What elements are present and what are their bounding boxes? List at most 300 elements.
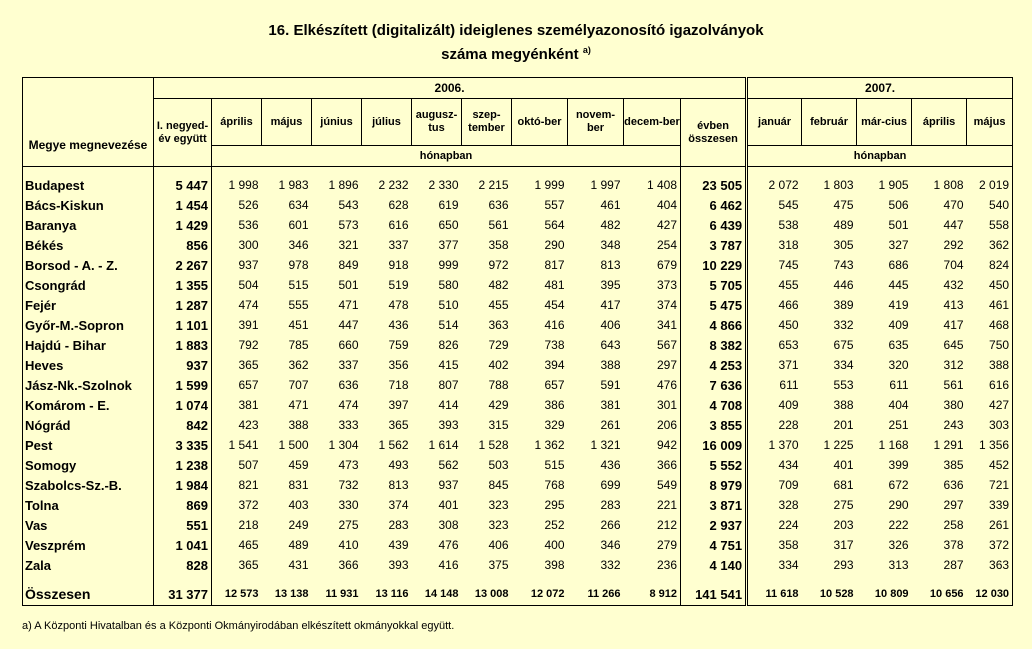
month-value: 394	[544, 358, 565, 372]
month-value: 254	[656, 238, 677, 252]
month-value-2007: 686	[888, 258, 909, 272]
total-row	[23, 583, 1013, 606]
annual-total: 4 751	[681, 535, 747, 555]
month-value: 403	[288, 498, 309, 512]
month-value: 478	[388, 298, 409, 312]
month-value: 474	[338, 398, 359, 412]
county-name: Somogy	[23, 455, 154, 475]
month-value-2007: 292	[943, 238, 964, 252]
month-value-2007: 653	[747, 335, 802, 355]
month-value: 362	[288, 358, 309, 372]
q1-value: 31 377	[154, 583, 212, 606]
month-value: 429	[488, 398, 509, 412]
month-value: 395	[600, 278, 621, 292]
q1-value: 1 287	[154, 295, 212, 315]
month-value-2007: 358	[747, 535, 802, 555]
month-value-2007: 452	[967, 455, 1013, 475]
month-header-2007: február	[802, 99, 857, 146]
month-value: 591	[600, 378, 621, 392]
month-value-2007: 409	[747, 395, 802, 415]
month-value: 643	[600, 338, 621, 352]
month-value-2007: 10 656	[912, 583, 967, 606]
month-value-2007: 1 356	[967, 435, 1013, 455]
month-value: 212	[656, 518, 677, 532]
spacer-row	[23, 575, 1013, 583]
month-value: 461	[600, 198, 621, 212]
month-value: 519	[388, 278, 409, 292]
table-row	[23, 535, 1013, 555]
month-value: 481	[544, 278, 565, 292]
month-value-2007: 558	[967, 215, 1013, 235]
month-value: 1 541	[228, 438, 259, 452]
month-value: 937	[238, 258, 259, 272]
month-value: 821	[238, 478, 259, 492]
month-value-2007: 334	[747, 555, 802, 575]
month-value: 1 408	[646, 178, 677, 192]
table-row	[23, 255, 1013, 275]
county-name: Pest	[23, 435, 154, 455]
month-value-2007: 432	[943, 278, 964, 292]
month-value: 707	[288, 378, 309, 392]
county-name: Heves	[23, 355, 154, 375]
month-value-2007: 290	[888, 498, 909, 512]
month-value: 918	[388, 258, 409, 272]
month-value-2007: 1 370	[747, 435, 802, 455]
month-value: 845	[488, 478, 509, 492]
month-value: 374	[388, 498, 409, 512]
annual-total: 5 705	[681, 275, 747, 295]
county-name: Komárom - E.	[23, 395, 154, 415]
month-value: 555	[288, 298, 309, 312]
month-value: 323	[488, 498, 509, 512]
month-header-2006: szep-tember	[462, 99, 512, 146]
month-value: 279	[656, 538, 677, 552]
month-value-2007: 709	[747, 475, 802, 495]
month-value: 567	[656, 338, 677, 352]
month-value-2007: 1 168	[878, 438, 909, 452]
month-value: 455	[488, 298, 509, 312]
month-value-2007: 824	[967, 255, 1013, 275]
month-value-2007: 636	[943, 478, 964, 492]
county-name: Csongrád	[23, 275, 154, 295]
q1-value: 937	[154, 355, 212, 375]
annual-total: 3 855	[681, 415, 747, 435]
county-name: Budapest	[23, 175, 154, 195]
month-value: 398	[544, 558, 565, 572]
annual-total: 23 505	[681, 175, 747, 195]
month-value-2007: 1 808	[933, 178, 964, 192]
month-value-2007: 339	[967, 495, 1013, 515]
month-value: 249	[288, 518, 309, 532]
month-header-2006: május	[262, 99, 312, 146]
month-value: 427	[656, 218, 677, 232]
month-value: 12 573	[212, 583, 262, 606]
month-value-2007: 251	[888, 418, 909, 432]
month-value-2007: 501	[888, 218, 909, 232]
month-value: 679	[656, 258, 677, 272]
month-value: 732	[338, 478, 359, 492]
month-value: 416	[438, 558, 459, 572]
county-name: Jász-Nk.-Szolnok	[23, 375, 154, 395]
month-value: 504	[238, 278, 259, 292]
month-value: 564	[544, 218, 565, 232]
footnote: a) A Központi Hivatalban és a Központi Okmányirodában elkészített okmányokkal együtt.	[22, 620, 455, 632]
county-name: Tolna	[23, 495, 154, 515]
q1-value: 856	[154, 235, 212, 255]
county-name: Vas	[23, 515, 154, 535]
month-value-2007: 320	[888, 358, 909, 372]
month-value: 549	[656, 478, 677, 492]
month-value: 308	[438, 518, 459, 532]
month-value: 11 931	[312, 583, 362, 606]
month-value: 543	[338, 198, 359, 212]
month-value: 206	[656, 418, 677, 432]
table-body	[23, 167, 1013, 606]
month-value: 573	[338, 218, 359, 232]
q1-value: 1 883	[154, 335, 212, 355]
month-header-2006: augusz-tus	[412, 99, 462, 146]
q1-value: 1 101	[154, 315, 212, 335]
q1-header: I. negyed-év együtt	[154, 99, 212, 167]
month-value-2007: 417	[943, 318, 964, 332]
month-value: 416	[544, 318, 565, 332]
month-value: 2 232	[378, 178, 409, 192]
month-value: 417	[600, 298, 621, 312]
annual-total: 8 382	[681, 335, 747, 355]
month-value-2007: 450	[747, 315, 802, 335]
month-header-2006: októ-ber	[512, 99, 568, 146]
month-value-2007: 1 291	[933, 438, 964, 452]
month-value-2007: 201	[833, 418, 854, 432]
table-title: 16. Elkészített (digitalizált) ideiglenes személyazonosító igazolványok	[268, 22, 764, 39]
month-value: 372	[238, 498, 259, 512]
month-value: 2 330	[428, 178, 459, 192]
month-value-2007: 389	[833, 298, 854, 312]
month-value-2007: 409	[888, 318, 909, 332]
month-value: 2 215	[478, 178, 509, 192]
month-value: 813	[388, 478, 409, 492]
month-value: 341	[656, 318, 677, 332]
month-value-2007: 611	[889, 378, 909, 392]
unit-label-2007: hónapban	[747, 146, 1013, 167]
month-value: 297	[656, 358, 677, 372]
table-row	[23, 455, 1013, 475]
q1-value: 1 599	[154, 375, 212, 395]
q1-value: 1 074	[154, 395, 212, 415]
month-value-2007: 445	[888, 278, 909, 292]
year-2006-header: 2006.	[154, 78, 747, 99]
month-value-2007: 303	[967, 415, 1013, 435]
q1-value: 5 447	[154, 175, 212, 195]
month-value: 358	[488, 238, 509, 252]
month-header-2006: decem-ber	[624, 99, 681, 146]
month-value: 507	[238, 458, 259, 472]
month-value-2007: 475	[833, 198, 854, 212]
month-value-2007: 363	[967, 555, 1013, 575]
month-value-2007: 750	[967, 335, 1013, 355]
table-row	[23, 495, 1013, 515]
month-header-2007: január	[747, 99, 802, 146]
month-value: 536	[238, 218, 259, 232]
table-row	[23, 195, 1013, 215]
q1-value: 2 267	[154, 255, 212, 275]
month-value: 329	[544, 418, 565, 432]
table-row	[23, 355, 1013, 375]
month-header-2006: novem-ber	[568, 99, 624, 146]
month-value-2007: 745	[747, 255, 802, 275]
month-value-2007: 275	[833, 498, 854, 512]
annual-total: 4 253	[681, 355, 747, 375]
month-value: 937	[438, 478, 459, 492]
table-row	[23, 215, 1013, 235]
month-value: 436	[600, 458, 621, 472]
month-value-2007: 327	[888, 238, 909, 252]
month-value: 1 528	[478, 438, 509, 452]
month-value: 393	[438, 418, 459, 432]
month-value: 381	[600, 398, 621, 412]
month-value: 515	[544, 458, 565, 472]
month-value: 14 148	[412, 583, 462, 606]
annual-total: 4 866	[681, 315, 747, 335]
county-name: Békés	[23, 235, 154, 255]
month-value-2007: 332	[833, 318, 854, 332]
month-value-2007: 326	[888, 538, 909, 552]
county-name: Zala	[23, 555, 154, 575]
annual-total: 2 937	[681, 515, 747, 535]
annual-total: 3 871	[681, 495, 747, 515]
month-value: 699	[600, 478, 621, 492]
month-value: 759	[388, 338, 409, 352]
q1-value: 1 454	[154, 195, 212, 215]
month-value-2007: 2 019	[967, 175, 1013, 195]
month-value: 718	[388, 378, 409, 392]
month-value-2007: 258	[943, 518, 964, 532]
month-value: 1 500	[278, 438, 309, 452]
annual-total: 5 475	[681, 295, 747, 315]
table-header	[23, 78, 1013, 167]
month-value-2007: 461	[967, 295, 1013, 315]
month-value: 619	[438, 198, 459, 212]
table-row	[23, 275, 1013, 295]
month-value: 942	[656, 438, 677, 452]
month-value-2007: 385	[943, 458, 964, 472]
q1-value: 1 429	[154, 215, 212, 235]
month-value: 365	[238, 558, 259, 572]
month-value: 503	[488, 458, 509, 472]
month-value-2007: 1 905	[878, 178, 909, 192]
annual-total: 4 140	[681, 555, 747, 575]
county-name: Nógrád	[23, 415, 154, 435]
month-value: 471	[288, 398, 309, 412]
month-value: 290	[544, 238, 565, 252]
month-value-2007: 721	[967, 475, 1013, 495]
month-value: 616	[388, 218, 409, 232]
month-value: 580	[438, 278, 459, 292]
month-value-2007: 293	[833, 558, 854, 572]
month-value-2007: 243	[943, 418, 964, 432]
month-value-2007: 455	[747, 275, 802, 295]
annual-total: 141 541	[681, 583, 747, 606]
table-row	[23, 295, 1013, 315]
month-header-2006: június	[312, 99, 362, 146]
month-value: 562	[438, 458, 459, 472]
month-value: 415	[438, 358, 459, 372]
month-value-2007: 10 528	[802, 583, 857, 606]
month-value: 431	[288, 558, 309, 572]
month-value: 346	[600, 538, 621, 552]
month-value: 459	[288, 458, 309, 472]
month-value-2007: 1 225	[823, 438, 854, 452]
month-value-2007: 446	[833, 278, 854, 292]
month-value: 13 138	[262, 583, 312, 606]
month-value: 557	[544, 198, 565, 212]
month-value: 1 896	[328, 178, 359, 192]
month-value-2007: 313	[888, 558, 909, 572]
month-value-2007: 362	[967, 235, 1013, 255]
month-value: 404	[656, 198, 677, 212]
month-value: 650	[438, 218, 459, 232]
month-value-2007: 222	[888, 518, 909, 532]
annual-total: 8 979	[681, 475, 747, 495]
month-value-2007: 506	[888, 198, 909, 212]
month-value-2007: 447	[943, 218, 964, 232]
month-header-2006: július	[362, 99, 412, 146]
month-value-2007: 645	[943, 338, 964, 352]
month-value: 406	[600, 318, 621, 332]
month-value-2007: 318	[747, 235, 802, 255]
month-value: 386	[544, 398, 565, 412]
month-value: 515	[288, 278, 309, 292]
month-value: 401	[438, 498, 459, 512]
county-header: Megye megnevezése	[23, 78, 154, 167]
month-value: 321	[338, 238, 359, 252]
month-value: 999	[438, 258, 459, 272]
q1-value: 1 041	[154, 535, 212, 555]
month-value-2007: 388	[833, 398, 854, 412]
month-value: 729	[488, 338, 509, 352]
month-value-2007: 404	[888, 398, 909, 412]
month-value-2007: 317	[833, 538, 854, 552]
month-value: 221	[656, 498, 677, 512]
month-value: 388	[288, 418, 309, 432]
footnote-marker: a)	[582, 45, 591, 55]
month-value: 473	[338, 458, 359, 472]
month-value: 346	[288, 238, 309, 252]
month-value: 561	[488, 218, 509, 232]
month-value: 13 008	[462, 583, 512, 606]
month-value: 1 614	[428, 438, 459, 452]
month-value: 365	[238, 358, 259, 372]
month-value: 451	[288, 318, 309, 332]
month-value: 482	[488, 278, 509, 292]
month-value-2007: 371	[747, 355, 802, 375]
month-value-2007: 399	[888, 458, 909, 472]
month-value-2007: 388	[967, 355, 1013, 375]
county-name: Bács-Kiskun	[23, 195, 154, 215]
table-row	[23, 375, 1013, 395]
month-value: 1 999	[534, 178, 565, 192]
month-value-2007: 372	[967, 535, 1013, 555]
month-value: 374	[656, 298, 677, 312]
month-value-2007: 261	[967, 515, 1013, 535]
annual-total: 7 636	[681, 375, 747, 395]
annual-total-header: évben összesen	[681, 99, 747, 167]
month-value: 410	[338, 538, 359, 552]
month-value: 657	[544, 378, 565, 392]
month-value: 333	[338, 418, 359, 432]
month-value: 510	[438, 298, 459, 312]
month-value-2007: 1 803	[823, 178, 854, 192]
month-header-2007: április	[912, 99, 967, 146]
month-value-2007: 305	[833, 238, 854, 252]
month-value-2007: 635	[888, 338, 909, 352]
annual-total: 4 708	[681, 395, 747, 415]
month-value-2007: 427	[967, 395, 1013, 415]
month-value: 817	[544, 258, 565, 272]
month-value: 393	[388, 558, 409, 572]
month-value: 482	[600, 218, 621, 232]
month-value: 454	[544, 298, 565, 312]
month-value-2007: 489	[833, 218, 854, 232]
table-row	[23, 395, 1013, 415]
month-value: 402	[488, 358, 509, 372]
month-value: 785	[288, 338, 309, 352]
month-value-2007: 2 072	[747, 175, 802, 195]
month-value: 266	[600, 518, 621, 532]
month-value: 476	[438, 538, 459, 552]
county-name: Fejér	[23, 295, 154, 315]
table-row	[23, 515, 1013, 535]
month-value-2007: 616	[967, 375, 1013, 395]
annual-total: 6 462	[681, 195, 747, 215]
month-value: 1 983	[278, 178, 309, 192]
month-value-2007: 743	[833, 258, 854, 272]
month-value: 330	[338, 498, 359, 512]
month-value-2007: 224	[747, 515, 802, 535]
month-header-2006: április	[212, 99, 262, 146]
month-value: 792	[238, 338, 259, 352]
month-value: 474	[238, 298, 259, 312]
month-value: 337	[388, 238, 409, 252]
month-value: 738	[544, 338, 565, 352]
month-value: 8 912	[624, 583, 681, 606]
month-value-2007: 11 618	[747, 583, 802, 606]
month-value-2007: 12 030	[967, 583, 1013, 606]
county-name: Hajdú - Bihar	[23, 335, 154, 355]
month-value-2007: 328	[747, 495, 802, 515]
q1-value: 551	[154, 515, 212, 535]
table-row	[23, 315, 1013, 335]
month-value-2007: 297	[943, 498, 964, 512]
month-value: 261	[600, 418, 621, 432]
month-value: 236	[656, 558, 677, 572]
month-value-2007: 203	[833, 518, 854, 532]
county-name: Baranya	[23, 215, 154, 235]
table-row	[23, 435, 1013, 455]
spacer-row	[23, 167, 1013, 176]
county-name: Veszprém	[23, 535, 154, 555]
month-value: 323	[488, 518, 509, 532]
month-value-2007: 450	[967, 275, 1013, 295]
month-value: 636	[488, 198, 509, 212]
month-value: 388	[600, 358, 621, 372]
month-value-2007: 334	[833, 358, 854, 372]
month-value: 501	[338, 278, 359, 292]
month-value: 301	[656, 398, 677, 412]
month-value: 636	[338, 378, 359, 392]
month-value: 315	[488, 418, 509, 432]
annual-total: 10 229	[681, 255, 747, 275]
